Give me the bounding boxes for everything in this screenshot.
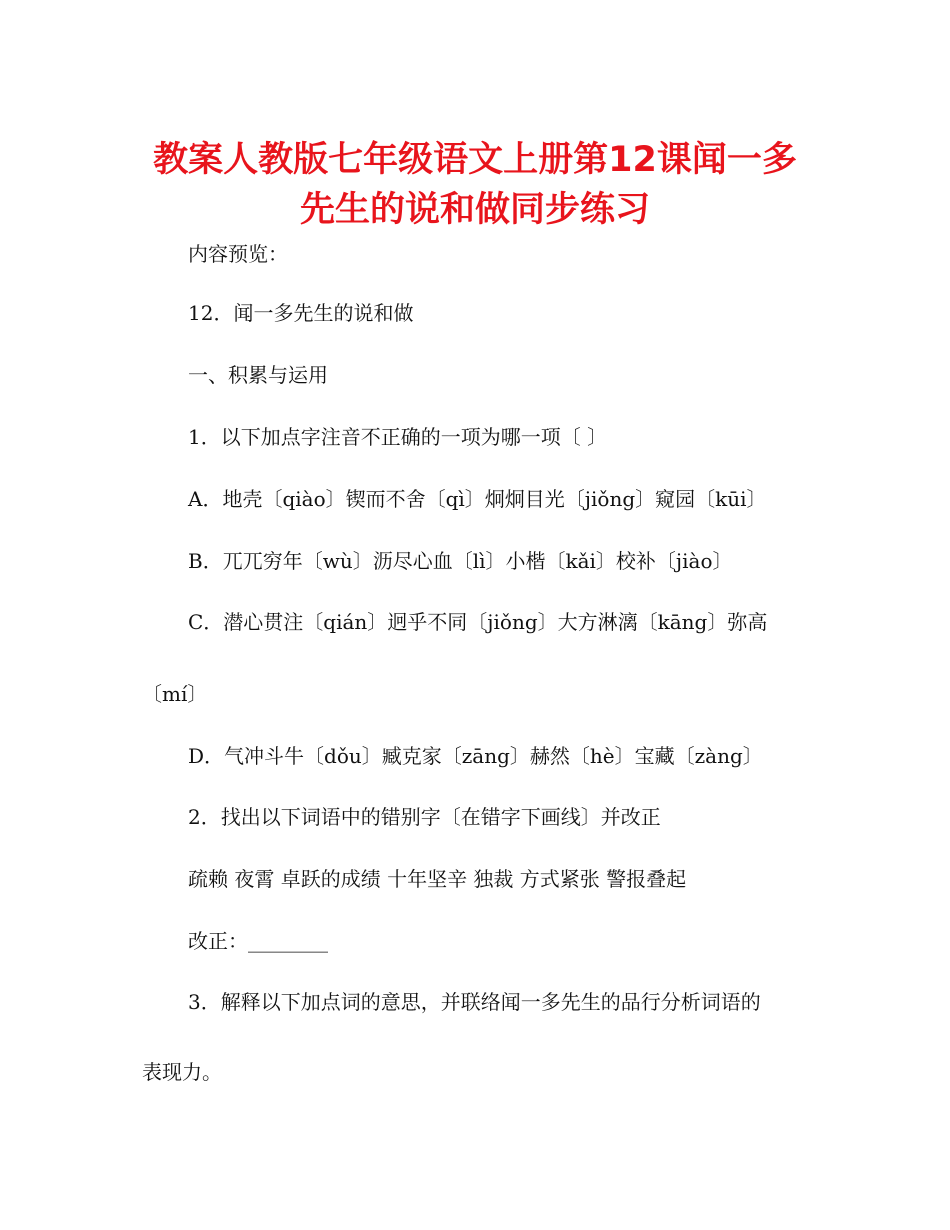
question-1-option-d: D．气冲斗牛〔dǒu〕臧克家〔zāng〕赫然〔hè〕宝藏〔zàng〕 [188, 744, 763, 768]
section-heading: 一、积累与运用 [188, 363, 328, 387]
preview-label: 内容预览： [188, 242, 288, 266]
question-1-option-b: B．兀兀穷年〔wù〕沥尽心血〔lì〕小楷〔kǎi〕校补〔jiào〕 [188, 549, 733, 573]
question-3: 3．解释以下加点词的意思，并联络闻一多先生的品行分析词语的 [188, 990, 761, 1014]
question-2: 2．找出以下词语中的错别字〔在错字下画线〕并改正 [188, 805, 661, 829]
question-3-continued: 表现力。 [142, 1060, 222, 1084]
question-1-option-c: C．潜心贯注〔qián〕迥乎不同〔jiǒng〕大方淋漓〔kāng〕弥高 [188, 610, 768, 634]
question-1: 1．以下加点字注音不正确的一项为哪一项〔 〕 [188, 425, 608, 449]
document-title-line-2: 先生的说和做同步练习 [299, 190, 650, 230]
lesson-heading: 12．闻一多先生的说和做 [188, 301, 414, 325]
document-title-line-1: 教案人教版七年级语文上册第12课闻一多 [153, 140, 797, 180]
question-1-option-c-continued: 〔mí〕 [142, 682, 208, 706]
question-1-option-a: A．地壳〔qiào〕锲而不舍〔qì〕炯炯目光〔jiǒng〕窥园〔kūi〕 [188, 487, 767, 511]
question-2-answer-blank: 改正：________ [188, 929, 328, 953]
question-2-word-list: 疏赖 夜霄 卓跃的成绩 十年坚辛 独裁 方式紧张 警报叠起 [188, 867, 687, 891]
